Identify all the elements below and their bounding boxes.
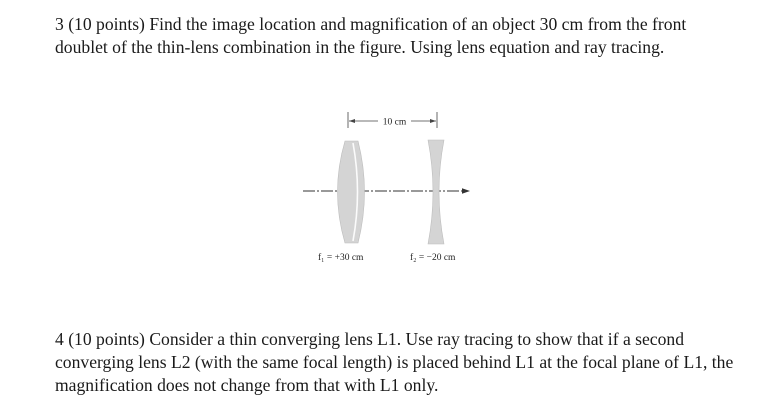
problem-4-text [55,328,760,397]
problem-4-line-3: magnification does not change from that with L1 only. [55,375,439,395]
separation-label: 10 cm [382,117,407,128]
lens-diagram-svg [298,110,488,270]
lens-2-diverging [428,140,444,244]
problem-4-line-1: 4 (10 points) Consider a thin converging lens L1. Use ray tracing to show that if a second [55,329,685,349]
separation-dimension [348,112,437,128]
problem-3-line-1: 3 (10 points) Find the image location and magnification of an object 30 cm from the front [55,14,687,34]
problem-3-line-2: doublet of the thin-lens combination in the figure. Using lens equation and ray tracing. [55,37,665,57]
problem-4-line-2: converging lens L2 (with the same focal length) is placed behind L1 at the focal plane of L1, the [55,352,734,372]
f1-label: f₁ = +30 cm [318,253,364,263]
problem-3-text [55,13,755,59]
lens-1-converging [338,141,365,243]
optical-axis [303,188,470,193]
lens-combination-figure [298,110,488,270]
f2-label: f₂ = −20 cm [410,253,456,263]
